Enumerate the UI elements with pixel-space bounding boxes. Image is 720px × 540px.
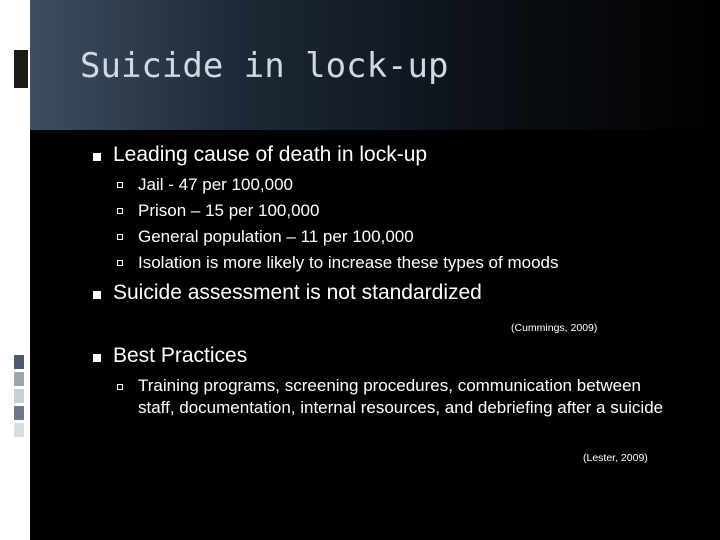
bullet-square-icon (93, 153, 101, 161)
bullet-text: Best Practices (113, 344, 248, 367)
accent-block (14, 423, 24, 437)
accent-block (14, 50, 28, 88)
sub-bullet-text: Training programs, screening procedures, communication between staff, documentation, internal resources, and debriefing after a suicide (138, 376, 664, 417)
sub-bullet-icon (117, 234, 123, 240)
slide-title: Suicide in lock-up (80, 46, 449, 86)
sub-bullet-text: Prison – 15 per 100,000 (138, 201, 320, 220)
accent-block (14, 406, 24, 420)
bullet-text: Suicide assessment is not standardized (113, 281, 482, 304)
bullet-square-icon (93, 354, 101, 362)
accent-block (14, 389, 24, 403)
sub-bullet-text: Isolation is more likely to increase these types of moods (138, 253, 559, 272)
sub-bullet-icon (117, 260, 123, 266)
citation: (Lester, 2009) (583, 452, 648, 464)
accent-block (14, 355, 24, 369)
sub-bullet-text: General population – 11 per 100,000 (138, 227, 414, 246)
sub-bullet-icon (117, 182, 123, 188)
sub-bullet-icon (117, 208, 123, 214)
bullet-text: Leading cause of death in lock-up (113, 143, 428, 166)
citation: (Cummings, 2009) (511, 322, 598, 334)
bullet-square-icon (93, 291, 101, 299)
accent-block (14, 372, 24, 386)
sub-bullet-text: Jail - 47 per 100,000 (138, 175, 293, 194)
sub-bullet-icon (117, 384, 123, 390)
